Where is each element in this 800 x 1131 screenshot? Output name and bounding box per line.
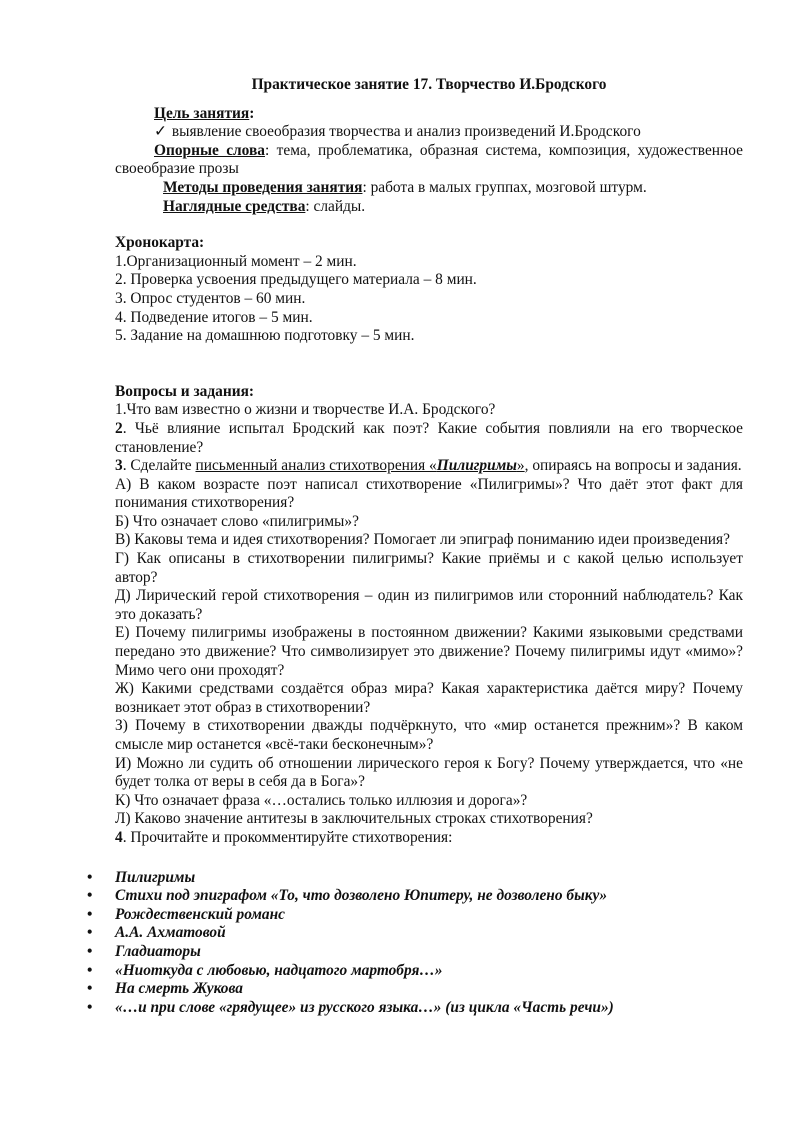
poem-title: «…и при слове «грядущее» из русского языка…» (из цикла «Часть речи») [115, 998, 614, 1016]
bullet-icon: • [87, 980, 93, 998]
bullet-icon: • [87, 961, 93, 979]
task-text-c: » [516, 457, 525, 475]
poem-title-pilgrims: Пилигримы [436, 457, 517, 475]
question-2-number: 2 [115, 419, 123, 437]
bullet-icon: • [87, 924, 93, 942]
poems-list [87, 868, 743, 1018]
goal-colon: : [249, 104, 255, 122]
timeline-item: 2. Проверка усвоения предыдущего материала – 8 мин. [115, 271, 477, 289]
sub-question-d: Д) Лирический герой стихотворения – один из пилигримов или сторонний наблюдатель? Как это доказать? [115, 587, 743, 623]
sub-question-i: И) Можно ли судить об отношении лирического героя к Богу? Почему утверждается, что «не будет толка от веры в себя да в Бога»? [115, 754, 743, 791]
sub-question-b: Б) Что означает слово «пилигримы»? [115, 512, 359, 530]
visuals-label: Наглядные средства [163, 197, 306, 215]
question-3-post: , опираясь на вопросы и задания. [524, 457, 742, 475]
goal-label: Цель занятия [154, 104, 250, 122]
timeline-item: 1.Организационный момент – 2 мин. [115, 252, 357, 270]
sub-question-zh: Ж) Какими средствами создаётся образ мира? Какая характеристика даётся миру? Почему возникает этот образ в стихотворении? [115, 680, 743, 716]
question-2-text: . Чьё влияние испытал Бродский как поэт? Какие события повлияли на его творческое становление? [115, 419, 743, 456]
poem-title: Пилигримы [115, 868, 196, 886]
timeline-item: 3. Опрос студентов – 60 мин. [115, 289, 306, 307]
bullet-icon: • [87, 942, 93, 960]
question-2 [115, 420, 743, 457]
question-3 [115, 457, 743, 476]
question-3-task [195, 457, 524, 474]
question-3-number: 3 [115, 457, 123, 475]
document-page [87, 76, 743, 1017]
list-item [87, 905, 743, 925]
questions-heading: Вопросы и задания: [115, 382, 255, 400]
sub-question-k: К) Что означает фраза «…остались только иллюзия и дорога»? [115, 791, 528, 809]
sub-question-v: В) Каковы тема и идея стихотворения? Помогает ли эпиграф пониманию идеи произведения? [115, 531, 730, 549]
methods-text: : работа в малых группах, мозговой штурм. [362, 178, 647, 196]
poem-title: Рождественский романс [115, 905, 285, 923]
question-1: 1.Что вам известно о жизни и творчестве И.А. Бродского? [115, 401, 496, 419]
goal-item [115, 123, 743, 142]
timeline-heading: Хронокарта: [115, 234, 205, 252]
sub-question-a: А) В каком возрасте поэт написал стихотворение «Пилигримы»? Что даёт этот факт для понимания стихотворения? [115, 475, 743, 512]
bullet-icon: • [87, 998, 93, 1016]
list-item [87, 980, 743, 999]
sub-question-l: Л) Каково значение антитезы в заключительных строках стихотворения? [115, 810, 593, 828]
visuals-paragraph [115, 198, 743, 217]
list-item [87, 924, 743, 943]
list-item [87, 998, 743, 1018]
checkmark-icon: ✓ [154, 123, 167, 141]
bullet-icon: • [87, 905, 93, 923]
methods-label: Методы проведения занятия [163, 178, 363, 196]
poem-title: Гладиаторы [115, 942, 201, 960]
list-item [87, 942, 743, 962]
goal-heading [115, 105, 743, 124]
bullet-icon: • [87, 868, 93, 886]
bullet-icon: • [87, 887, 93, 905]
poem-title: «Ниоткуда с любовью, надцатого мартобря…» [115, 961, 443, 979]
sub-question-e: Е) Почему пилигримы изображены в постоянном движении? Какими языковыми средствами передано это движение? Что символизирует это движение? Почему пилигримы идут «мимо»? Мимо чего они проходят? [115, 624, 743, 679]
list-item [87, 961, 743, 981]
list-item [87, 887, 743, 906]
poem-title: Стихи под эпиграфом «То, что дозволено Юпитеру, не дозволено быку» [115, 887, 608, 905]
timeline-item: 5. Задание на домашнюю подготовку – 5 мин. [115, 327, 415, 345]
visuals-text: : слайды. [305, 197, 366, 215]
methods-paragraph [115, 179, 743, 198]
question-4 [115, 829, 743, 848]
keywords-label: Опорные слова [154, 141, 265, 159]
page-title: Практическое занятие 17. Творчество И.Бродского [251, 76, 607, 93]
sub-question-g: Г) Как описаны в стихотворении пилигримы? Какие приёмы и с какой целью использует автор? [115, 550, 743, 586]
question-4-text: . Прочитайте и прокомментируйте стихотворения: [122, 828, 453, 846]
poem-title: На смерть Жукова [115, 980, 243, 998]
sub-question-z: З) Почему в стихотворении дважды подчёркнуто, что «мир останется прежним»? В каком смысле мир останется «всё-таки бесконечным»? [115, 717, 743, 753]
question-4-number: 4 [115, 828, 123, 846]
timeline-item: 4. Подведение итогов – 5 мин. [115, 308, 313, 326]
poem-title: А.А. Ахматовой [115, 924, 226, 942]
list-item [87, 868, 743, 888]
keywords-text: : тема, проблематика, образная система, композиция, художественное своеобразие прозы [115, 141, 743, 178]
goal-text: выявление своеобразия творчества и анализ произведений И.Бродского [171, 123, 641, 141]
task-text-a: письменный анализ стихотворения « [195, 457, 437, 475]
question-3-pre: . Сделайте [122, 457, 196, 475]
keywords-paragraph [115, 142, 743, 179]
